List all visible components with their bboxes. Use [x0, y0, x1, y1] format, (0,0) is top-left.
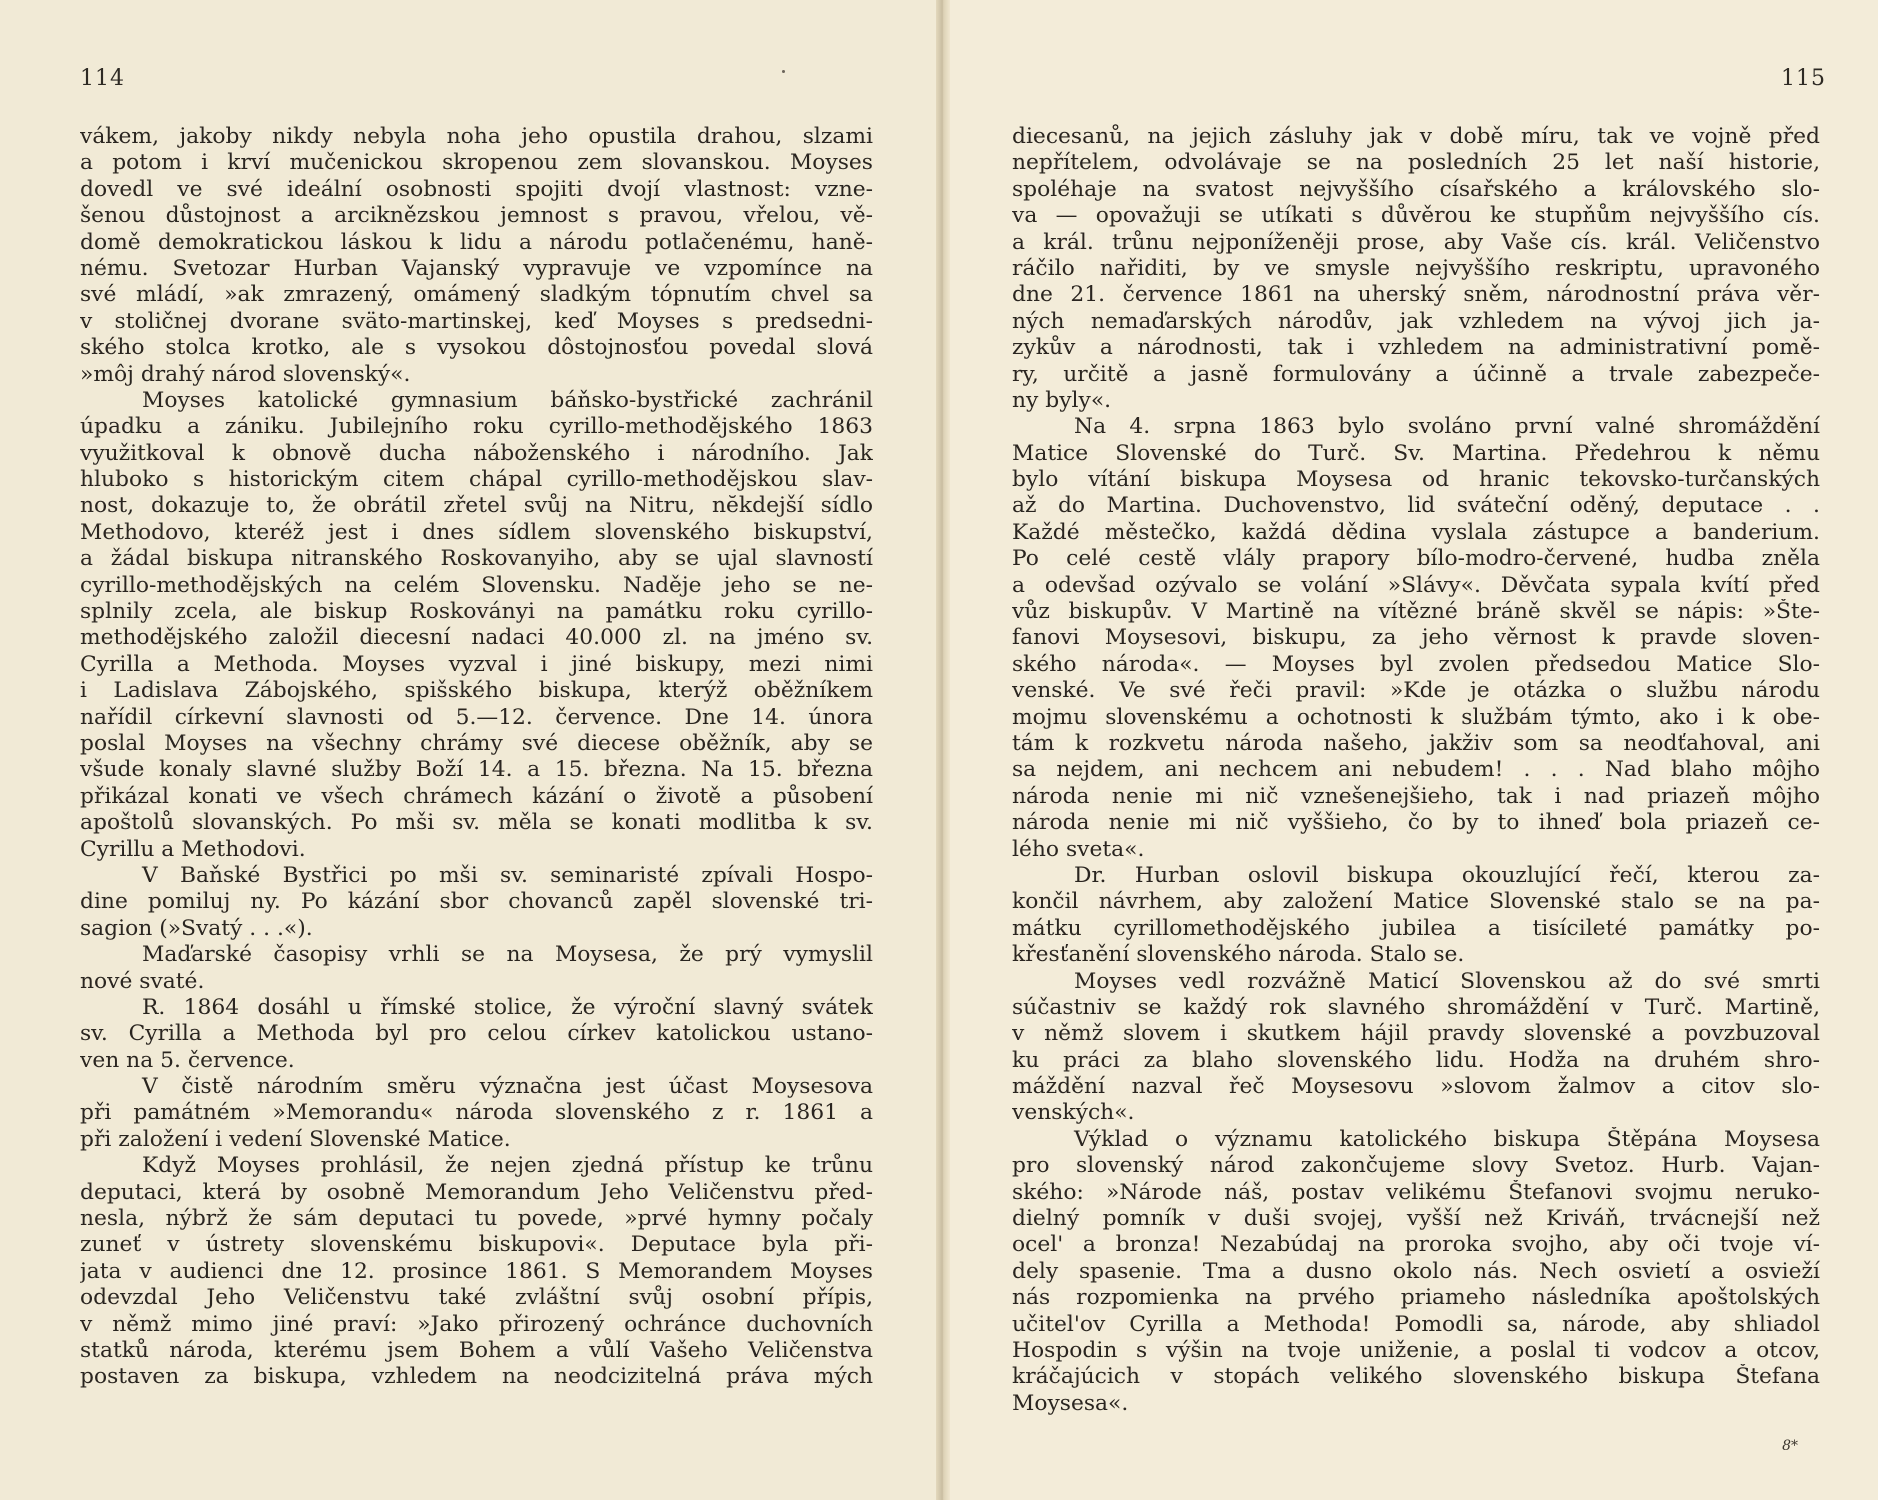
- text-line: a potom i krví mučenickou skropenou zem slovanskou. Moyses: [80, 150, 873, 176]
- text-line: Výklad o významu katolického biskupa Štěpána Moysesa: [1074, 1126, 1820, 1152]
- text-line: Cyrillu a Methodovi.: [80, 836, 306, 862]
- text-line: Když Moyses prohlásil, že nejen zjedná přístup ke trůnu: [142, 1153, 873, 1179]
- text-line: postaven za biskupa, vzhledem na neodcizitelná práva mých: [80, 1364, 873, 1390]
- text-line: zykův a národnosti, tak i vzhledem na administrativní pomě-: [1012, 335, 1820, 361]
- text-line: v němž mimo jiné praví: »Jako přirozený ochránce duchovních: [80, 1311, 873, 1337]
- text-line: pro slovenský národ zakončujeme slovy Svetoz. Hurb. Vajan-: [1012, 1153, 1820, 1179]
- text-line: a odevšad ozývalo se volání »Slávy«. Děvčata sypala kvítí před: [1012, 572, 1820, 598]
- text-line: splnily zcela, ale biskup Roskoványi na památku roku cyrillo-: [80, 599, 873, 625]
- text-line: Matice Slovenské do Turč. Sv. Martina. Předehrou k němu: [1012, 440, 1820, 466]
- text-line: venských«.: [1012, 1100, 1135, 1126]
- text-line: va — opovažuji se utíkati s důvěrou ke stupňům nejvyššího cís.: [1012, 203, 1820, 229]
- text-line: statků národa, kterému jsem Bohem a vůlí Vašeho Veličenstva: [80, 1337, 873, 1363]
- text-line: fanovi Moysesovi, biskupu, za jeho věrnost k pravde sloven-: [1012, 625, 1820, 651]
- text-line: máždění nazval řeč Moysesovu »slovom žalmov a citov slo-: [1012, 1074, 1820, 1100]
- text-line: bylo vítání biskupa Moysesa od hranic tekovsko-turčanských: [1012, 467, 1820, 493]
- text-line: ského stolca krotko, ale s vysokou dôstojnosťou povedal slová: [80, 335, 873, 361]
- text-line: až do Martina. Duchovenstvo, lid sváteční oděný, deputace . .: [1012, 493, 1820, 519]
- text-line: odevzdal Jeho Veličenstvu také zvláštní svůj osobní přípis,: [80, 1285, 873, 1311]
- text-line: ráčilo nařiditi, by ve smysle nejvyššího reskriptu, upravoného: [1012, 255, 1820, 281]
- text-line: i Ladislava Zábojského, spišského biskupa, kterýž oběžníkem: [80, 678, 873, 704]
- text-line: dielný pomník v duši svojej, vyšší než Kriváň, trvácnejší než: [1012, 1206, 1820, 1232]
- body-text: [1012, 124, 1820, 1417]
- text-line: venské. Ve své řeči pravil: »Kde je otázka o službu národu: [1012, 678, 1820, 704]
- text-line: ku práci za blaho slovenského lidu. Hodža na druhém shro-: [1012, 1047, 1820, 1073]
- text-line: národa nenie mi nič vyššieho, čo by to ihneď bola priazeň ce-: [1012, 810, 1820, 836]
- text-line: Dr. Hurban oslovil biskupa okouzlující řečí, kterou za-: [1074, 862, 1820, 888]
- text-line: methodějského založil diecesní nadaci 40.000 zl. na jméno sv.: [80, 625, 873, 651]
- text-line: diecesanů, na jejich zásluhy jak v době míru, tak ve vojně před: [1012, 124, 1820, 149]
- text-line: Na 4. srpna 1863 bylo svoláno první valné shromáždění: [1074, 414, 1820, 440]
- text-line: v němž slovem i skutkem hájil pravdy slovenské a povzbuzoval: [1012, 1021, 1820, 1047]
- text-line: Maďarské časopisy vrhli se na Moysesa, že prý vymyslil: [142, 942, 873, 968]
- text-line: vůz biskupův. V Martině na vítězné bráně skvěl se nápis: »Šte-: [1012, 599, 1820, 625]
- text-line: při památném »Memorandu« národa slovenského z r. 1861 a: [80, 1100, 873, 1126]
- text-line: nepřítelem, odvolávaje se na posledních 25 let naší historie,: [1012, 150, 1820, 176]
- text-line: mátku cyrillomethodějského jubilea a tisícileté památky po-: [1012, 915, 1820, 941]
- text-line: sa nejdem, ani nechcem ani nebudem! . . . Nad blaho môjho: [1012, 757, 1820, 783]
- book-gutter: [936, 0, 950, 1500]
- text-line: Každé městečko, každá dědina vyslala zástupce a banderium.: [1012, 519, 1820, 545]
- text-line: ven na 5. července.: [80, 1047, 295, 1073]
- text-line: šenou důstojnost a arciknězskou jemnost s pravou, vřelou, vě-: [80, 203, 873, 229]
- text-line: kráčajúcich v stopách velikého slovenského biskupa Štefana: [1012, 1364, 1820, 1390]
- text-line: poslal Moyses na všechny chrámy své diecese oběžník, aby se: [80, 730, 873, 756]
- text-line: Po celé cestě vlály prapory bílo-modro-červené, hudba zněla: [1012, 546, 1820, 572]
- print-speck: [782, 70, 785, 73]
- text-line: dovedl ve své ideální osobnosti spojiti dvojí vlastnost: vzne-: [80, 176, 873, 202]
- text-line: ry, určitě a jasně formulovány a účinně a trvale zabezpeče-: [1012, 361, 1820, 387]
- text-line: »môj drahý národ slovenský«.: [80, 361, 411, 387]
- text-line: R. 1864 dosáhl u římské stolice, že výroční slavný svátek: [142, 994, 873, 1020]
- text-line: zuneť v ústrety slovenskému biskupovi«. Deputace byla při-: [80, 1232, 873, 1258]
- text-line: Hospodin s výšin na tvoje uniženie, a poslal ti vodcov a otcov,: [1012, 1337, 1820, 1363]
- page-number: 115: [1781, 66, 1826, 91]
- text-line: nás rozpomienka na prvého priameho následníka apoštolských: [1012, 1285, 1820, 1311]
- text-line: ny byly«.: [1012, 387, 1112, 413]
- text-line: nesla, nýbrž že sám deputaci tu povede, »prvé hymny počaly: [80, 1206, 873, 1232]
- text-line: dine pomiluj ny. Po kázání sbor chovanců zapěl slovenské tri-: [80, 889, 873, 915]
- text-line: ných nemaďarských národův, jak vzhledem na vývoj jich ja-: [1012, 308, 1820, 334]
- text-line: ského: »Národe náš, postav velikému Štefanovi svojmu neruko-: [1012, 1179, 1820, 1205]
- signature-mark: 8*: [1782, 1438, 1798, 1454]
- text-line: mojmu slovenskému a ochotnosti k službám týmto, ako i k obe-: [1012, 704, 1820, 730]
- text-line: úpadku a zániku. Jubilejního roku cyrillo-methodějského 1863: [80, 414, 873, 440]
- text-line: nařídil církevní slavnosti od 5.—12. července. Dne 14. února: [80, 704, 873, 730]
- text-line: V Baňské Bystřici po mši sv. seminaristé zpívali Hospo-: [142, 862, 873, 888]
- text-line: cyrillo-methodějských na celém Slovensku. Naděje jeho se ne-: [80, 572, 873, 598]
- text-line: Moyses katolické gymnasium báňsko-bystřické zachránil: [142, 387, 873, 413]
- text-line: národa nenie mi nič vznešenejšieho, tak i nad priazeň môjho: [1012, 783, 1820, 809]
- body-text: [80, 124, 873, 1391]
- text-line: Moysesa«.: [1012, 1390, 1129, 1416]
- text-line: v stoličnej dvorane sväto-martinskej, keď Moyses s predsedni-: [80, 308, 873, 334]
- text-line: lého sveta«.: [1012, 836, 1145, 862]
- text-line: sagion (»Svatý . . .«).: [80, 915, 313, 941]
- text-line: dne 21. července 1861 na uherský sněm, národnostní práva věr-: [1012, 282, 1820, 308]
- text-line: všude konaly slavné služby Boží 14. a 15. března. Na 15. března: [80, 757, 873, 783]
- text-line: súčastniv se každý rok slavného shromáždění v Turč. Martině,: [1012, 994, 1820, 1020]
- text-line: spoléhaje na svatost nejvyššího císařského a královského slo-: [1012, 176, 1820, 202]
- text-line: dely spasenie. Tma a dusno okolo nás. Nech osvietí a osvieží: [1012, 1258, 1820, 1284]
- text-line: učitel'ov Cyrilla a Methoda! Pomodli sa, národe, aby shliadol: [1012, 1311, 1820, 1337]
- text-line: ocel' a bronza! Nezabúdaj na proroka svojho, aby oči tvoje ví-: [1012, 1232, 1820, 1258]
- text-line: jata v audienci dne 12. prosince 1861. S Memorandem Moyses: [80, 1258, 873, 1284]
- text-line: domě demokratickou láskou k lidu a národu potlačenému, haně-: [80, 229, 873, 255]
- text-line: končil návrhem, aby založení Matice Slovenské stalo se na pa-: [1012, 889, 1820, 915]
- text-line: a král. trůnu nejponíženěji prose, aby Vaše cís. král. Veličenstvo: [1012, 229, 1820, 255]
- text-line: tám k rozkvetu národa našeho, jakživ som sa neodťahoval, ani: [1012, 730, 1820, 756]
- text-line: křesťanění slovenského národa. Stalo se.: [1012, 942, 1465, 968]
- text-line: hluboko s historickým citem chápal cyrillo-methodějskou slav-: [80, 467, 873, 493]
- right-page: [942, 0, 1878, 1500]
- text-line: Cyrilla a Methoda. Moyses vyzval i jiné biskupy, mezi nimi: [80, 651, 873, 677]
- text-line: Moyses vedl rozvážně Maticí Slovenskou až do své smrti: [1074, 968, 1820, 994]
- text-line: vákem, jakoby nikdy nebyla noha jeho opustila drahou, slzami: [80, 124, 873, 149]
- text-line: využitkoval k obnově ducha náboženského i národního. Jak: [80, 440, 873, 466]
- text-line: apoštolů slovanských. Po mši sv. měla se konati modlitba k sv.: [80, 810, 873, 836]
- text-line: a žádal biskupa nitranského Roskovanyiho, aby se ujal slavností: [80, 546, 873, 572]
- text-line: deputaci, která by osobně Memorandum Jeho Veličenstvu před-: [80, 1179, 873, 1205]
- text-line: své mládí, »ak zmrazený, omámený sladkým tópnutím chvel sa: [80, 282, 873, 308]
- text-line: sv. Cyrilla a Methoda byl pro celou církev katolickou ustano-: [80, 1021, 873, 1047]
- text-line: nému. Svetozar Hurban Vajanský vypravuje ve vzpomínce na: [80, 255, 873, 281]
- text-line: V čistě národním směru význačna jest účast Moysesova: [142, 1074, 873, 1100]
- text-line: nost, dokazuje to, že obrátil zřetel svůj na Nitru, nĕkdejší sídlo: [80, 493, 873, 519]
- text-line: při založení i vedení Slovenské Matice.: [80, 1126, 511, 1152]
- page-number: 114: [80, 66, 125, 91]
- text-line: nové svaté.: [80, 968, 205, 994]
- text-line: Methodovo, kteréž jest i dnes sídlem slovenského biskupství,: [80, 519, 873, 545]
- text-line: ského národa«. — Moyses byl zvolen předsedou Matice Slo-: [1012, 651, 1820, 677]
- text-line: přikázal konati ve všech chrámech kázání o životě a působení: [80, 783, 873, 809]
